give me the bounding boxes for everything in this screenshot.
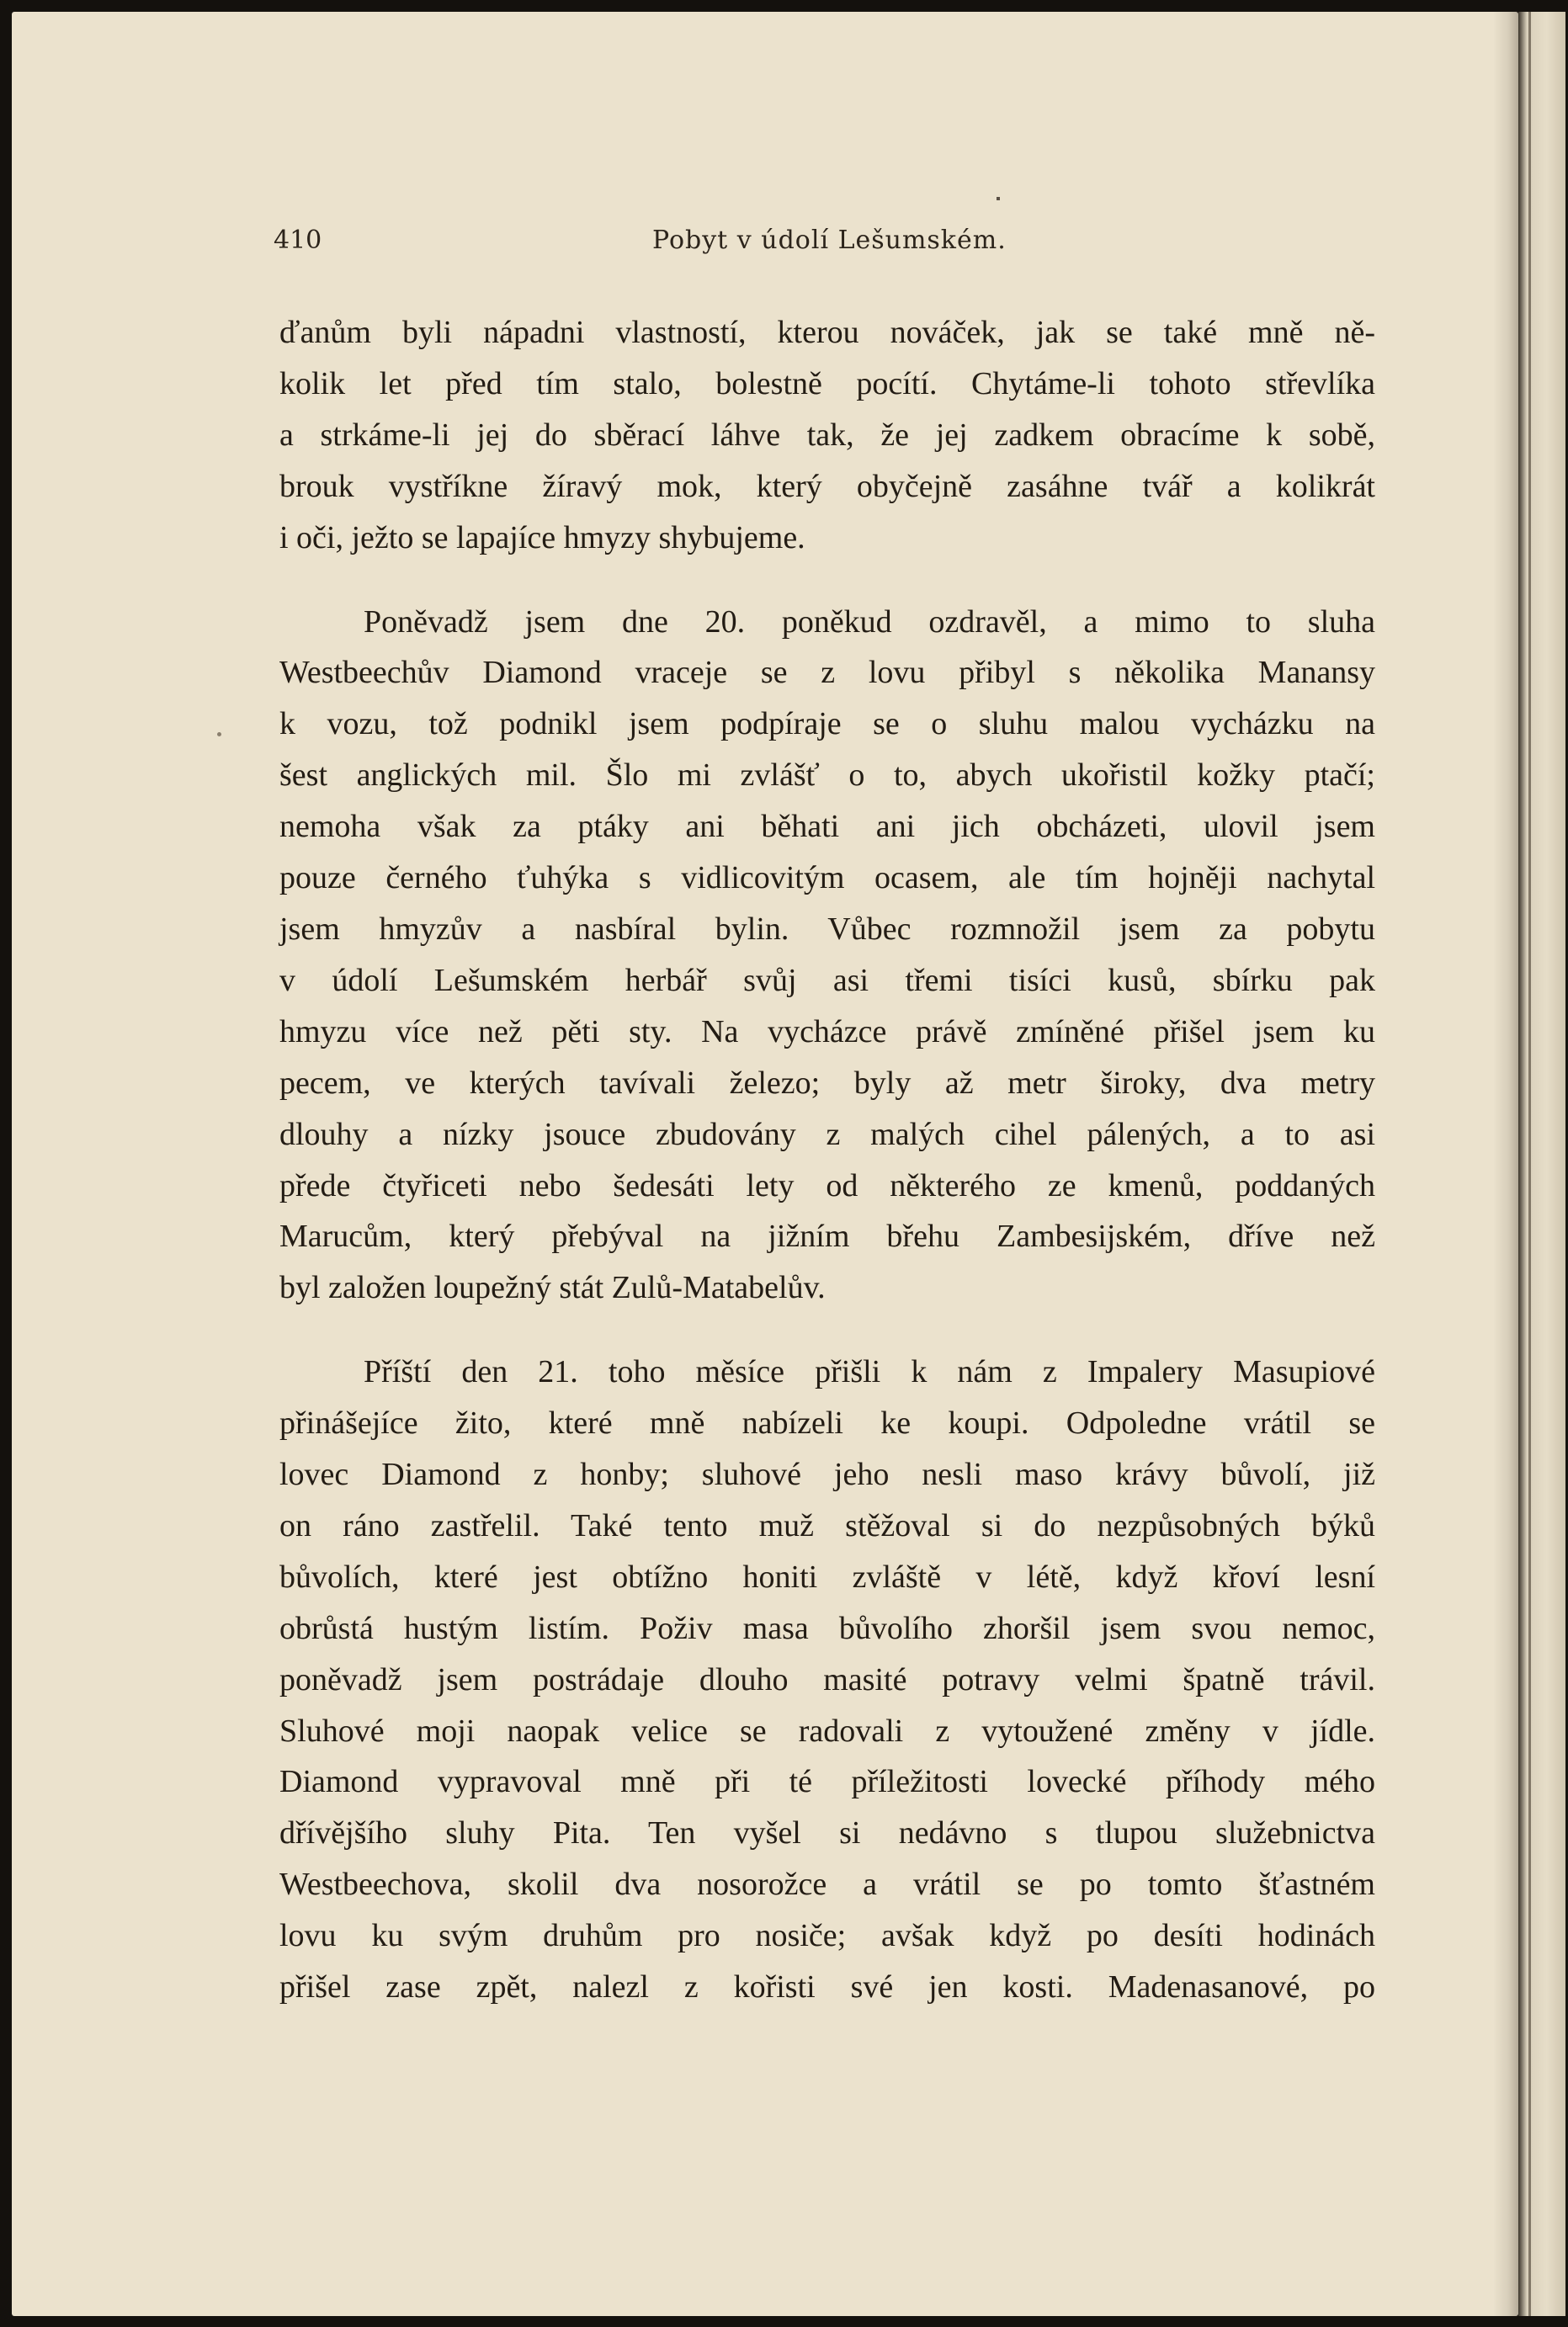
text-line: k vozu, tož podnikl jsem podpíraje se o sluhu malou vycházku na — [279, 706, 1375, 742]
paragraph-2 — [279, 597, 1375, 1315]
margin-speck — [217, 732, 221, 736]
text-line: nemoha však za ptáky ani běhati ani jich obcházeti, ulovil jsem — [279, 809, 1375, 845]
text-line: Příští den 21. toho měsíce přišli k nám z Impalery Masupiové — [364, 1354, 1375, 1390]
text-line: lovu ku svým druhům pro nosiče; avšak když po desíti hodinách — [279, 1918, 1375, 1954]
text-line: přinášejíce žito, které mně nabízeli ke koupi. Odpoledne vrátil se — [279, 1405, 1375, 1442]
text-line: pecem, ve kterých tavívali železo; byly až metr široky, dva metry — [279, 1065, 1375, 1101]
text-line: a strkáme-li jej do sběrací láhve tak, že jej zadkem obracíme k sobě, — [279, 417, 1375, 453]
page-binding-line — [1528, 12, 1531, 2316]
text-line: Poněvadž jsem dne 20. poněkud ozdravěl, a mimo to sluha — [364, 603, 1375, 640]
text-line: poněvadž jsem postrádaje dlouho masité potravy velmi špatně trávil. — [279, 1661, 1375, 1697]
text-line: dlouhy a nízky jsouce zbudovány z malých cihel pálených, a to asi — [279, 1116, 1375, 1152]
text-line: v údolí Lešumském herbář svůj asi třemi tisíci kusů, sbírku pak — [279, 962, 1375, 998]
text-line: ďanům byli nápadni vlastností, kterou nováček, jak se také mně ně- — [279, 315, 1375, 350]
text-line: obrůstá hustým listím. Poživ masa bůvolího zhoršil jsem svou nemoc, — [279, 1610, 1375, 1646]
text-line: dřívějšího sluhy Pita. Ten vyšel si nedávno s tlupou služebnictva — [279, 1815, 1375, 1852]
paragraph-gap — [279, 1314, 1375, 1347]
text-line: pouze černého ťuhýka s vidlicovitým ocasem, ale tím hojněji nachytal — [279, 860, 1375, 896]
print-speck — [997, 197, 1000, 200]
paragraph-3 — [279, 1347, 1375, 2013]
text-line: Westbeechův Diamond vraceje se z lovu přibyl s několika Manansy — [279, 655, 1375, 691]
text-line: byl založen loupežný stát Zulů-Matabelův. — [279, 1270, 826, 1306]
text-line: Marucům, který přebýval na jižním břehu Zambesijském, dříve než — [279, 1219, 1375, 1255]
body-text — [279, 307, 1375, 2013]
text-line: hmyzu více než pěti sty. Na vycházce právě zmíněné přišel jsem ku — [279, 1013, 1375, 1049]
page-edge-shadow — [1493, 12, 1518, 2316]
text-line: Westbeechova, skolil dva nosorožce a vrátil se po tomto šťastném — [279, 1867, 1375, 1903]
text-line: lovec Diamond z honby; sluhové jeho nesli maso krávy bůvolí, již — [279, 1457, 1375, 1493]
text-line: šest anglických mil. Šlo mi zvlášť o to, abych ukořistil kožky ptačí; — [279, 757, 1375, 794]
text-line: přede čtyřiceti nebo šedesáti lety od některého ze kmenů, poddaných — [279, 1167, 1375, 1203]
text-line: kolik let před tím stalo, bolestně pocítí. Chytáme-li tohoto střevlíka — [279, 365, 1375, 401]
running-header — [274, 226, 1376, 268]
paragraph-gap — [279, 564, 1375, 597]
paragraph-1 — [279, 307, 1375, 564]
adjacent-page-edge — [1518, 12, 1565, 2316]
running-title: Pobyt v údolí Lešumském. — [652, 226, 1007, 255]
text-line: Diamond vypravoval mně při té příležitosti lovecké příhody mého — [279, 1764, 1375, 1800]
text-line: jsem hmyzův a nasbíral bylin. Vůbec rozmnožil jsem za pobytu — [279, 911, 1375, 947]
text-line: Sluhové moji naopak velice se radovali z vytoužené změny v jídle. — [279, 1713, 1375, 1749]
text-line: bůvolích, které jest obtížno honiti zvláště v létě, když křoví lesní — [279, 1559, 1375, 1595]
text-line: brouk vystříkne žíravý mok, který obyčejně zasáhne tvář a kolikrát — [279, 468, 1375, 504]
text-line: přišel zase zpět, nalezl z kořisti své jen kosti. Madenasanové, po — [279, 1969, 1375, 2006]
text-line: on ráno zastřelil. Také tento muž stěžoval si do nezpůsobných býků — [279, 1507, 1375, 1543]
page-number: 410 — [274, 226, 322, 255]
text-line: i oči, ježto se lapajíce hmyzy shybujeme. — [279, 519, 805, 555]
